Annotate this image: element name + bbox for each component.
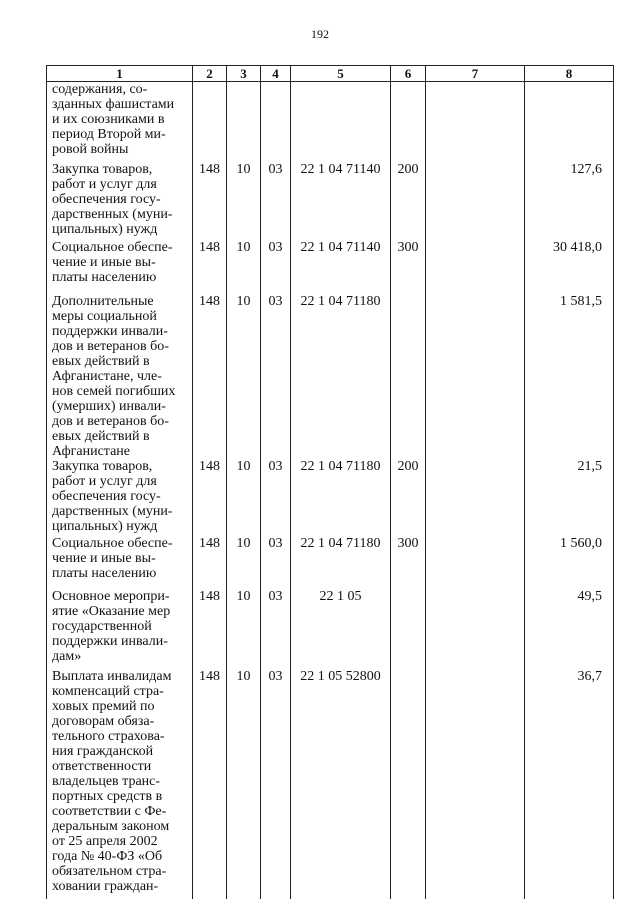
target-article-code: 22 1 04 71180: [291, 536, 391, 589]
column-header: 4: [261, 66, 291, 82]
column-header: 6: [391, 66, 426, 82]
target-article-code: 22 1 04 71140: [291, 240, 391, 294]
subsection-code: 03: [261, 240, 291, 294]
subsection-code: 03: [261, 162, 291, 240]
section-code: 10: [227, 589, 261, 669]
column-header: 3: [227, 66, 261, 82]
section-code: 10: [227, 459, 261, 536]
ministry-code: 148: [193, 240, 227, 294]
column-7-cell: [426, 536, 525, 589]
subsection-code: 03: [261, 669, 291, 899]
column-header: 1: [47, 66, 193, 82]
section-code: 10: [227, 294, 261, 459]
row-name: Закупка товаров, работ и услуг для обеспечения госу- дарственных (муни- ципальных) нужд: [47, 459, 193, 536]
row-name: содержания, со- зданных фашистами и их союзниками в период Второй ми- ровой войны: [47, 82, 193, 162]
column-header: 5: [291, 66, 391, 82]
column-header: 8: [525, 66, 614, 82]
amount: 36,7: [525, 669, 614, 899]
page-number: 192: [311, 27, 329, 41]
amount: 1 560,0: [525, 536, 614, 589]
ministry-code: 148: [193, 162, 227, 240]
column-7-cell: [426, 294, 525, 459]
expense-type-code: [391, 294, 426, 459]
column-7-cell: [426, 82, 525, 162]
expense-type-code: [391, 589, 426, 669]
target-article-code: 22 1 04 71180: [291, 459, 391, 536]
section-code: [227, 82, 261, 162]
row-name: Дополнительные меры социальной поддержки инвали- дов и ветеранов бо- евых действий в Афганистане, чле- нов семей погибших (умерших) инвали- дов и ветеранов бо- евых действий в Афганистане: [47, 294, 193, 459]
expense-type-code: [391, 82, 426, 162]
section-code: 10: [227, 669, 261, 899]
row-name: Социальное обеспе- чение и иные вы- платы населению: [47, 240, 193, 294]
ministry-code: 148: [193, 459, 227, 536]
ministry-code: 148: [193, 669, 227, 899]
table-row: [47, 589, 614, 669]
amount: [525, 82, 614, 162]
section-code: 10: [227, 536, 261, 589]
row-name: Выплата инвалидам компенсаций стра- ховых премий по договорам обяза- тельного страхова- ния гражданской ответственности владельцев транс- портных средств в соответствии с Фе- деральным законом от 25 апреля 2002 года № 40-ФЗ «Об обязательном стра- ховании граждан-: [47, 669, 193, 899]
column-7-cell: [426, 669, 525, 899]
table-row: [47, 459, 614, 536]
expense-type-code: 300: [391, 536, 426, 589]
ministry-code: 148: [193, 589, 227, 669]
table-row: [47, 162, 614, 240]
expense-type-code: 300: [391, 240, 426, 294]
table-row: [47, 240, 614, 294]
amount: 49,5: [525, 589, 614, 669]
ministry-code: [193, 82, 227, 162]
ministry-code: 148: [193, 294, 227, 459]
amount: 127,6: [525, 162, 614, 240]
column-number-row: [47, 66, 614, 82]
target-article-code: 22 1 04 71140: [291, 162, 391, 240]
budget-table: [46, 65, 614, 899]
subsection-code: 03: [261, 294, 291, 459]
target-article-code: 22 1 04 71180: [291, 294, 391, 459]
subsection-code: 03: [261, 536, 291, 589]
expense-type-code: 200: [391, 162, 426, 240]
amount: 30 418,0: [525, 240, 614, 294]
target-article-code: [291, 82, 391, 162]
section-code: 10: [227, 240, 261, 294]
amount: 21,5: [525, 459, 614, 536]
subsection-code: [261, 82, 291, 162]
ministry-code: 148: [193, 536, 227, 589]
subsection-code: 03: [261, 459, 291, 536]
column-7-cell: [426, 589, 525, 669]
table-row: [47, 536, 614, 589]
amount: 1 581,5: [525, 294, 614, 459]
column-7-cell: [426, 240, 525, 294]
row-name: Социальное обеспе- чение и иные вы- платы населению: [47, 536, 193, 589]
expense-type-code: [391, 669, 426, 899]
target-article-code: 22 1 05 52800: [291, 669, 391, 899]
table-row: [47, 294, 614, 459]
column-7-cell: [426, 459, 525, 536]
table-row: [47, 82, 614, 162]
column-header: 2: [193, 66, 227, 82]
target-article-code: 22 1 05: [291, 589, 391, 669]
expense-type-code: 200: [391, 459, 426, 536]
column-header: 7: [426, 66, 525, 82]
subsection-code: 03: [261, 589, 291, 669]
row-name: Закупка товаров, работ и услуг для обеспечения госу- дарственных (муни- ципальных) нужд: [47, 162, 193, 240]
table-row: [47, 669, 614, 899]
column-7-cell: [426, 162, 525, 240]
section-code: 10: [227, 162, 261, 240]
row-name: Основное меропри- ятие «Оказание мер государственной поддержки инвали- дам»: [47, 589, 193, 669]
